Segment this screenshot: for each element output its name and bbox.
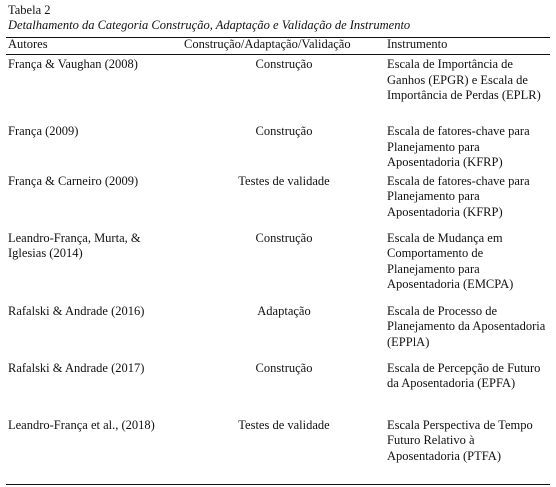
cell-autores: Leandro-França et al., (2018) — [8, 417, 155, 432]
cell-tipo: Testes de validade — [238, 417, 330, 432]
cell-instrumento: Escala de Mudança em Comportamento de Planejamento para Aposentadoria (EMCPA) — [387, 230, 514, 291]
table-header-row — [6, 37, 550, 54]
cell-autores: Rafalski & Andrade (2017) — [8, 360, 145, 375]
cell-tipo: Testes de validade — [238, 173, 330, 188]
table-title: Detalhamento da Categoria Construção, Adaptação e Validação de Instrumento — [8, 18, 411, 32]
cell-autores: Leandro-França, Murta, & Iglesias (2014) — [8, 230, 141, 260]
table-label: Tabela 2 — [8, 3, 51, 17]
cell-tipo: Construção — [255, 124, 313, 138]
cell-tipo: Construção — [255, 230, 313, 245]
cell-instrumento: Escala de fatores-chave para Planejamento para Aposentadoria (KFRP) — [387, 124, 530, 169]
table-row — [6, 54, 550, 121]
table-row — [6, 301, 550, 358]
cell-autores: França & Vaughan (2008) — [8, 57, 138, 71]
cell-instrumento: Escala Perspectiva de Tempo Futuro Relativo à Aposentadoria (PTFA) — [387, 417, 533, 463]
table-row — [6, 171, 550, 228]
table-row — [6, 415, 550, 466]
table-bottom-rule — [6, 484, 550, 485]
header-instrumento: Instrumento — [387, 37, 448, 51]
cell-tipo: Adaptação — [257, 303, 311, 318]
table-row — [6, 121, 550, 171]
instrument-table — [6, 37, 550, 466]
cell-tipo: Construção — [255, 57, 313, 71]
table-row — [6, 358, 550, 415]
cell-instrumento: Escala de Importância de Ganhos (EPGR) e Escala de Importância de Perdas (EPLR) — [387, 57, 541, 102]
cell-instrumento: Escala de fatores-chave para Planejamento para Aposentadoria (KFRP) — [387, 173, 530, 219]
cell-instrumento: Escala de Percepção de Futuro da Aposentadoria (EPFA) — [387, 360, 541, 390]
cell-autores: França (2009) — [8, 124, 79, 138]
header-autores: Autores — [8, 37, 48, 51]
cell-tipo: Construção — [255, 360, 313, 375]
table-row — [6, 228, 550, 301]
cell-autores: França & Carneiro (2009) — [8, 173, 139, 188]
cell-instrumento: Escala de Processo de Planejamento da Aposentadoria (EPPlA) — [387, 303, 546, 349]
header-tipo: Construção/Adaptação/Validação — [184, 37, 351, 51]
cell-autores: Rafalski & Andrade (2016) — [8, 303, 145, 318]
